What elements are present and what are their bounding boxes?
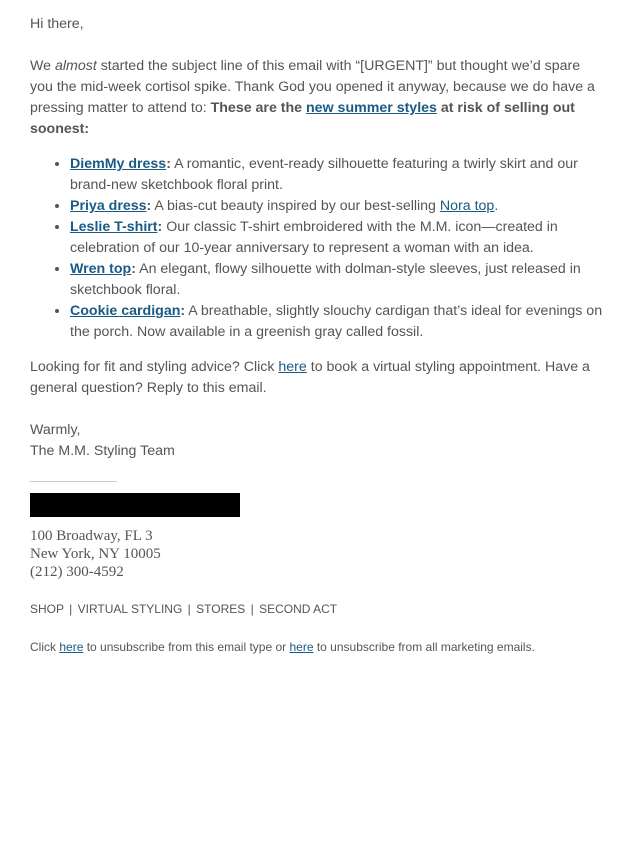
footer-address — [30, 527, 605, 581]
nora-top-link[interactable]: Nora top — [439, 198, 495, 214]
list-item-wren — [70, 259, 605, 301]
address-line-2: New York, NY 10005 — [30, 546, 161, 562]
item-description: Our classic T-shirt embroidered with the M.M. icon—created in celebration of our 10-year anniversary to represent a woman with an idea. — [70, 219, 558, 256]
unsubscribe-all-link[interactable]: here — [289, 640, 314, 654]
signoff: Warmly, — [30, 422, 81, 438]
product-list — [30, 154, 605, 343]
footer-link-second-act[interactable]: SECOND ACT — [259, 602, 338, 616]
signature: The M.M. Styling Team — [30, 443, 175, 459]
redacted-block — [30, 493, 240, 517]
intro-emphasis: almost — [54, 58, 97, 74]
nav-separator: | — [69, 602, 73, 616]
phone-number: (212) 300-4592 — [30, 564, 124, 580]
item-description: A breathable, slightly slouchy cardigan that’s ideal for evenings on the porch. Now available in a greenish gray called fossil. — [70, 303, 603, 340]
new-summer-styles-link[interactable]: new summer styles — [306, 100, 437, 116]
item-colon: : — [166, 156, 171, 172]
list-item-cookie — [70, 301, 605, 343]
intro-bold-tail: at risk of selling out soonest: — [30, 100, 575, 137]
footer-link-stores[interactable]: STORES — [196, 602, 246, 616]
footer-link-shop[interactable]: SHOP — [30, 602, 64, 616]
intro-bold-lead: These are the — [210, 100, 307, 116]
unsub-text: Click — [30, 640, 60, 654]
item-colon: : — [146, 198, 152, 214]
unsub-text-end: to unsubscribe from all marketing emails. — [313, 640, 535, 654]
wren-top-link[interactable]: Wren top — [70, 261, 132, 277]
cookie-cardigan-link[interactable]: Cookie cardigan — [70, 303, 181, 319]
unsubscribe-text — [30, 639, 605, 655]
advice-paragraph — [30, 357, 605, 399]
advice-text-cont: to book a virtual styling appointment. Have a general question? Reply to this email. — [30, 359, 590, 396]
nav-separator: | — [187, 602, 191, 616]
item-description-end: . — [494, 198, 499, 214]
unsubscribe-type-link[interactable]: here — [59, 640, 84, 654]
advice-text: Looking for fit and styling advice? Click — [30, 359, 279, 375]
footer-divider — [30, 481, 117, 482]
leslie-tshirt-link[interactable]: Leslie T-shirt — [70, 219, 158, 235]
address-line-1: 100 Broadway, FL 3 — [30, 528, 153, 544]
diemmy-dress-link[interactable]: DiemMy dress — [70, 156, 167, 172]
item-colon: : — [180, 303, 186, 319]
email-body — [30, 14, 605, 655]
list-item-leslie — [70, 217, 605, 259]
book-styling-link[interactable]: here — [278, 359, 307, 375]
item-colon: : — [131, 261, 136, 277]
item-colon: : — [157, 219, 163, 235]
footer-link-virtual-styling[interactable]: VIRTUAL STYLING — [77, 602, 183, 616]
priya-dress-link[interactable]: Priya dress — [70, 198, 147, 214]
intro-paragraph — [30, 56, 605, 140]
nav-separator: | — [250, 602, 254, 616]
intro-text: We — [30, 58, 55, 74]
item-description: An elegant, flowy silhouette with dolman-style sleeves, just released in sketchbook floral. — [70, 261, 581, 298]
list-item-diemmy — [70, 154, 605, 196]
intro-text-cont: started the subject line of this email with “[URGENT]” but thought we’d spare you the mid-week cortisol spike. Thank God you opened it anyway, because we do have a pressing matter to attend to: — [30, 58, 595, 116]
item-description: A bias-cut beauty inspired by our best-selling — [151, 198, 440, 214]
list-item-priya — [70, 196, 605, 217]
unsub-text-cont: to unsubscribe from this email type or — [83, 640, 290, 654]
greeting: Hi there, — [30, 16, 84, 32]
footer-nav — [30, 601, 605, 617]
item-description: A romantic, event-ready silhouette featuring a twirly skirt and our brand-new sketchbook floral print. — [70, 156, 578, 193]
